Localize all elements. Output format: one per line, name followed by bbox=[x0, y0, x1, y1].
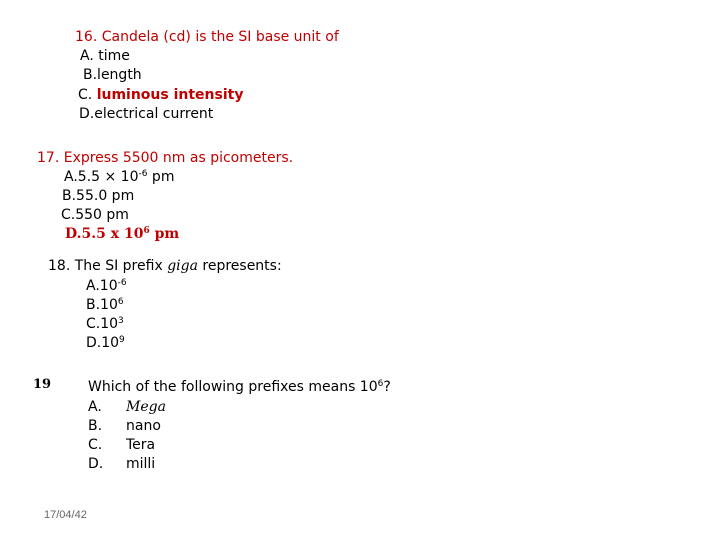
question-18 bbox=[48, 257, 282, 276]
option-d bbox=[88, 455, 155, 474]
question-number: 19 bbox=[33, 377, 52, 392]
option-d: D.electrical current bbox=[79, 106, 214, 122]
question-text: Which of the following prefixes means 10 bbox=[88, 379, 378, 395]
option-c: $C.10^3$ bbox=[86, 316, 124, 332]
option-letter: B. bbox=[88, 418, 103, 434]
option-text: Tera bbox=[126, 437, 156, 453]
question-number: 16. bbox=[75, 29, 98, 45]
option-b: $B.10^6$ bbox=[86, 297, 124, 313]
option-d: $D.10^9$ bbox=[86, 335, 125, 351]
option-letter: D. bbox=[88, 456, 104, 472]
option-a: A. time bbox=[80, 48, 130, 64]
option-c bbox=[78, 86, 243, 105]
question-number: 18. bbox=[48, 258, 71, 274]
footer-date: 17/04/42 bbox=[44, 509, 87, 521]
question-number: 17. bbox=[37, 150, 60, 166]
option-text: nano bbox=[126, 418, 161, 434]
option-letter: A. bbox=[88, 399, 102, 415]
option-a: $A.10^{-6}$ bbox=[86, 278, 127, 294]
option-b: B.length bbox=[83, 67, 142, 83]
option-a bbox=[88, 398, 166, 417]
option-letter: C. bbox=[78, 87, 93, 103]
correct-answer: Mega bbox=[126, 399, 166, 415]
option-b: B.55.0 pm bbox=[62, 188, 135, 204]
option-b bbox=[88, 417, 161, 436]
question-17 bbox=[37, 149, 293, 168]
question-text: Candela (cd) is the SI base unit of bbox=[101, 29, 339, 45]
option-text: milli bbox=[126, 456, 156, 472]
correct-answer: luminous intensity bbox=[96, 87, 244, 103]
option-letter: C. bbox=[88, 437, 103, 453]
question-text-end: represents: bbox=[202, 258, 282, 274]
question-16 bbox=[75, 28, 339, 47]
question-text-start: The SI prefix bbox=[74, 258, 163, 274]
option-c: C.550 pm bbox=[61, 207, 129, 223]
question-19: Which of the following prefixes means $10^6$? bbox=[88, 379, 391, 395]
option-a: $A.5.5 \times 10^{-6}$ pm bbox=[64, 169, 175, 185]
option-c bbox=[88, 436, 155, 455]
question-text: Express 5500 nm as picometers. bbox=[63, 150, 294, 166]
prefix-term: giga bbox=[167, 258, 198, 274]
correct-answer: D.5.5 x $10^6$ pm bbox=[65, 226, 180, 242]
